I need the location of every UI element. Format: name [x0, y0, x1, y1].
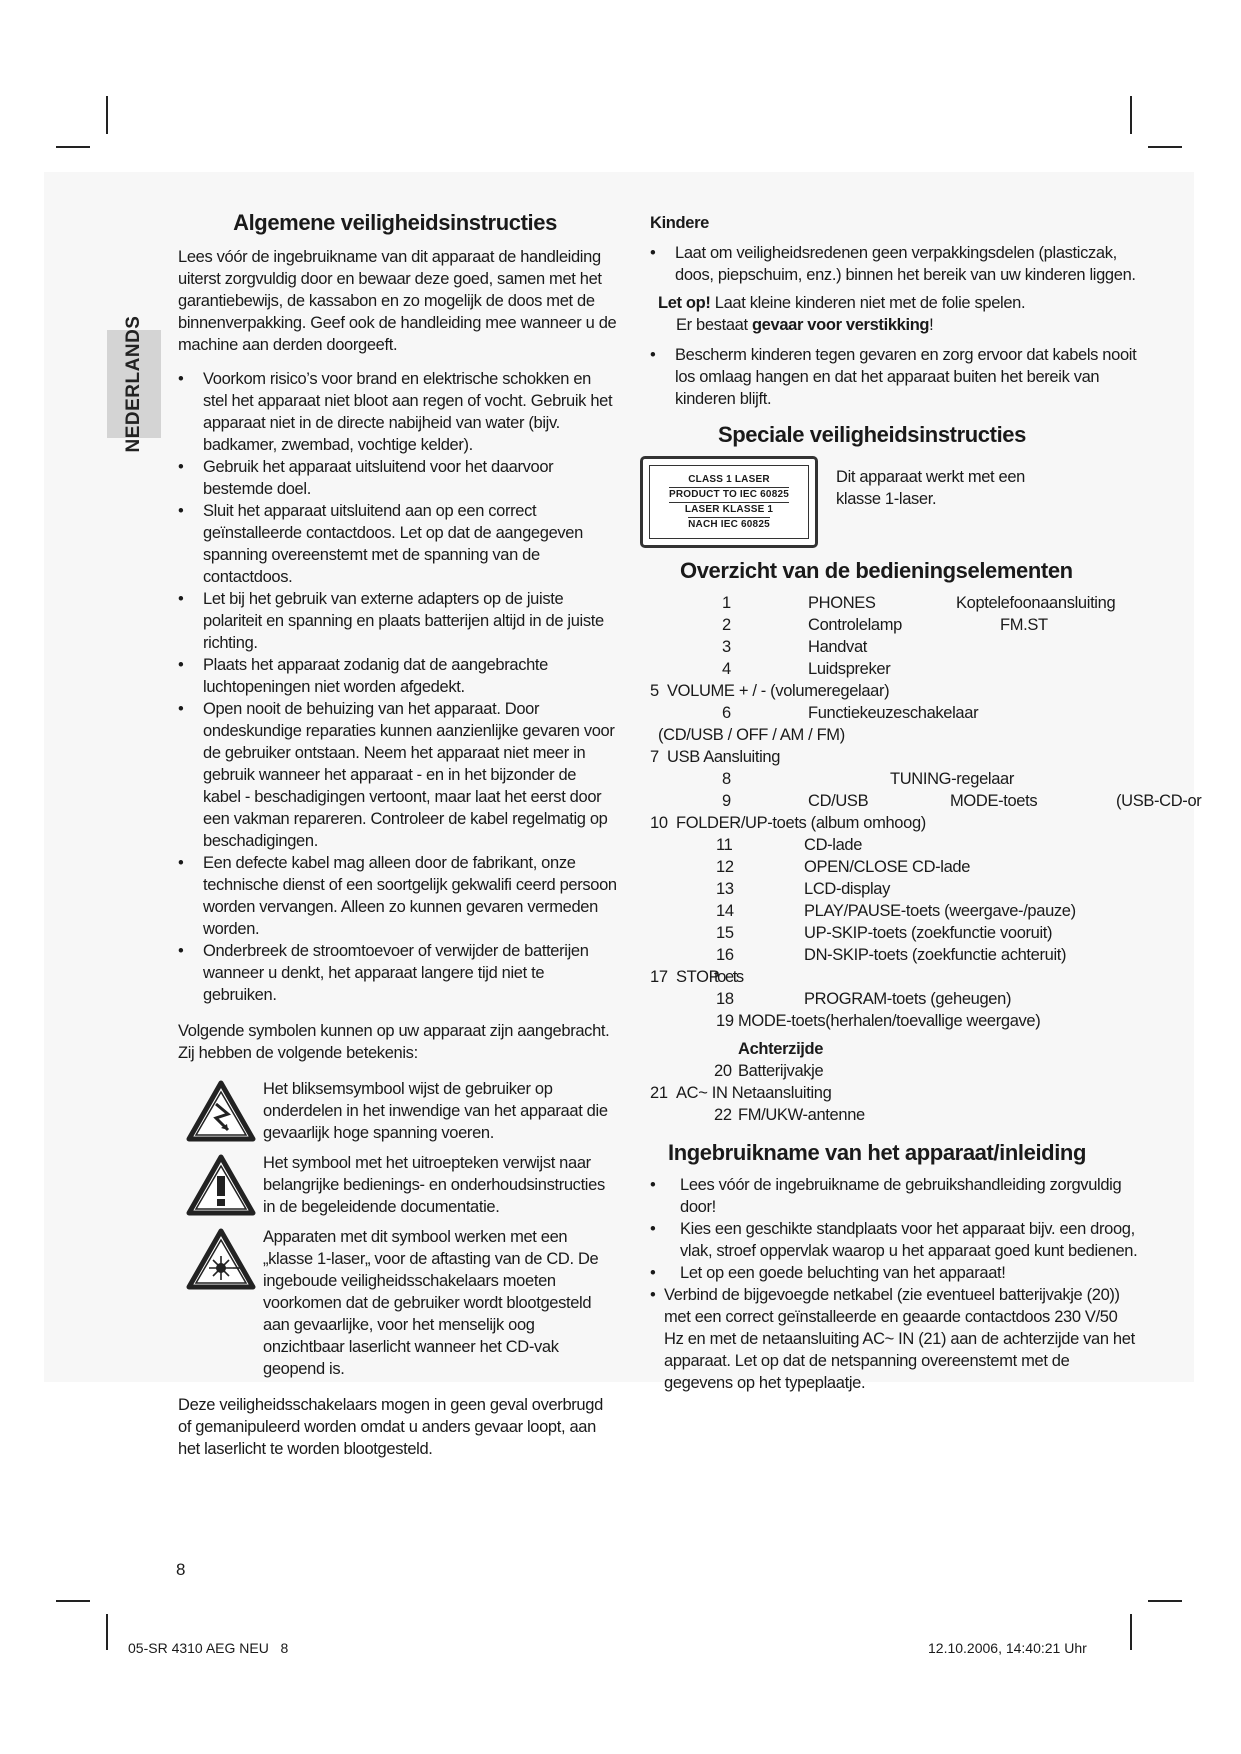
overview-row — [650, 966, 1140, 988]
overview-label: Controlelamp — [808, 616, 902, 634]
overview-list — [650, 592, 1202, 1126]
crop-mark — [106, 1614, 108, 1650]
overview-row — [650, 790, 1202, 812]
overview-desc: (USB-CD-or — [1116, 792, 1202, 810]
overview-num: 17 — [650, 968, 668, 986]
startup-item: • Let op een goede beluchting van het apparaat! — [650, 1262, 1140, 1284]
overview-row — [650, 746, 1140, 768]
overview-label: CD-lade — [804, 836, 863, 854]
overview-num: 9 — [722, 792, 731, 810]
page-number: 8 — [176, 1560, 186, 1579]
overview-num: 15 — [716, 924, 734, 942]
crop-mark — [1130, 96, 1132, 134]
safety-list — [178, 368, 618, 1006]
safety-item: • Gebruik het apparaat uitsluitend voor het daarvoor bestemde doel. — [178, 456, 618, 500]
children-item: • Laat om veiligheidsredenen geen verpakkingsdelen (plasticzak, doos, piepschuim, enz.) binnen het bereik van uw kinderen liggen. — [650, 242, 1140, 286]
safety-closing: Deze veiligheidsschakelaars mogen in geen geval overbrugd of gemanipuleerd worden omdat u anders gevaar loopt, aan het laserlicht te worden blootgesteld. — [178, 1396, 603, 1458]
overview-row — [650, 658, 1140, 680]
overview-label: MODE-toets — [950, 792, 1038, 810]
overview-row — [650, 636, 1140, 658]
crop-mark — [1148, 146, 1182, 148]
overview-row — [650, 812, 1140, 834]
overview-label: CD/USB — [808, 792, 869, 810]
safety-item: • Let bij het gebruik van externe adapters op de juiste polariteit en spanning en plaats batterijen altijd in de juiste richting. — [178, 588, 618, 654]
overview-num: 14 — [716, 902, 734, 920]
overview-label: VOLUME + / - (volumeregelaar) — [667, 682, 890, 700]
overview-row — [650, 724, 1140, 746]
overview-row — [650, 988, 1140, 1010]
symbol-exclamation-block — [178, 1152, 618, 1218]
caution-line2: Er bestaat — [676, 316, 748, 334]
overview-row — [650, 1104, 1140, 1126]
overview-label: PROGRAM-toets (geheugen) — [804, 990, 1012, 1008]
overview-label: UP-SKIP-toets (zoekfunctie vooruit) — [804, 924, 1053, 942]
overview-row — [650, 834, 1140, 856]
language-tab — [107, 315, 161, 453]
laser-class-label — [640, 456, 818, 548]
overview-label: (CD/USB / OFF / AM / FM) — [658, 726, 845, 744]
overview-title: Overzicht van de bedieningselementen — [680, 558, 1073, 583]
startup-title: Ingebruikname van het apparaat/inleiding — [668, 1140, 1086, 1165]
crop-mark — [1148, 1600, 1182, 1602]
symbol-laser-block — [178, 1226, 618, 1380]
laser-label-line: CLASS 1 LASER — [688, 473, 770, 485]
left-column — [178, 212, 618, 1460]
language-tab-label: NEDERLANDS — [123, 315, 144, 453]
overview-label: PHONES — [808, 594, 876, 612]
lightning-warning-icon — [178, 1078, 263, 1144]
overview-label: toets — [714, 968, 743, 986]
crop-mark — [1130, 1614, 1132, 1650]
children-list — [650, 242, 1140, 286]
overview-row — [650, 922, 1140, 944]
overview-num: 12 — [716, 858, 734, 876]
laser-label-line: LASER KLASSE 1 — [684, 503, 774, 515]
overview-row — [650, 944, 1140, 966]
overview-num: 21 — [650, 1084, 668, 1102]
overview-num: 1 — [722, 594, 731, 612]
overview-num: 5 — [650, 682, 659, 700]
overview-num: 8 — [722, 770, 731, 788]
safety-item: • Sluit het apparaat uitsluitend aan op een correct geïnstalleerde contactdoos. Let op dat de aangegeven spanning overeenstemt met de spanning van de contactdoos. — [178, 500, 618, 588]
safety-item: • Onderbreek de stroomtoevoer of verwijder de batterijen wanneer u denkt, het apparaat langere tijd niet te gebruiken. — [178, 940, 618, 1006]
overview-num: 16 — [716, 946, 734, 964]
overview-row — [650, 1010, 1140, 1032]
laser-warning-icon — [178, 1226, 263, 1380]
overview-label: Luidspreker — [808, 660, 891, 678]
symbol-exclamation-text: Het symbool met het uitroepteken verwijst naar belangrijke bedienings- en onderhoudsinstructies in de begeleidende documentatie. — [263, 1154, 605, 1216]
caution-label: Let op! — [658, 294, 711, 312]
special-title: Speciale veiligheidsinstructies — [718, 422, 1026, 447]
overview-label: PLAY/PAUSE-toets (weergave-/pauze) — [804, 902, 1076, 920]
overview-row — [650, 1060, 1140, 1082]
overview-label: MODE-toets(herhalen/toevallige weergave) — [738, 1012, 1041, 1030]
safety-item: • Plaats het apparaat zodanig dat de aangebrachte luchtopeningen niet worden afgedekt. — [178, 654, 618, 698]
overview-row — [650, 680, 1140, 702]
overview-row — [650, 768, 1140, 790]
laser-label-line: NACH IEC 60825 — [688, 518, 770, 530]
children-list-2 — [650, 344, 1140, 410]
startup-list — [650, 1174, 1140, 1394]
overview-num: 18 — [716, 990, 734, 1008]
overview-num: 3 — [722, 638, 731, 656]
overview-row — [650, 878, 1140, 900]
crop-mark — [106, 96, 108, 134]
overview-num: 11 — [716, 836, 733, 854]
symbols-intro: Volgende symbolen kunnen op uw apparaat zijn aangebracht. Zij hebben de volgende betekenis: — [178, 1022, 610, 1062]
startup-item: • Verbind de bijgevoegde netkabel (zie eventueel batterijvakje (20)) met een correct geïnstalleerde en geaarde contactdoos 230 V/50 Hz en met de netaansluiting AC~ IN (21) aan de achterzijde van het apparaat. Let op dat de netspanning overeenstemt met de gegevens op het typeplaatje. — [650, 1284, 1140, 1394]
overview-num: 10 — [650, 814, 668, 832]
overview-row — [650, 592, 1140, 614]
crop-mark — [56, 1600, 90, 1602]
overview-num: 7 — [650, 748, 659, 766]
overview-label: TUNING-regelaar — [890, 770, 1015, 788]
caution-suffix: ! — [929, 316, 934, 334]
safety-intro: Lees vóór de ingebruikname van dit apparaat de handleiding uiterst zorgvuldig door en bewaar deze goed, samen met het garantiebewijs, de kassabon en zo mogelijk de doos met de binnenverpakking. Geef ook de handleiding mee wanneer u de machine aan derden doorgeeft. — [178, 248, 617, 354]
overview-label: Handvat — [808, 638, 868, 656]
right-column — [650, 212, 1202, 1394]
overview-num: 19 — [716, 1012, 734, 1030]
overview-label: AC~ IN Netaansluiting — [676, 1084, 832, 1102]
caution-block — [650, 292, 1140, 336]
overview-label: FOLDER/UP-toets (album omhoog) — [676, 814, 926, 832]
overview-num: 20 — [714, 1062, 732, 1080]
children-item: • Bescherm kinderen tegen gevaren en zorg ervoor dat kabels nooit los omlaag hangen en dat het apparaat buiten het bereik van kinderen blijft. — [650, 344, 1140, 410]
overview-label: OPEN/CLOSE CD-lade — [804, 858, 971, 876]
startup-item: • Lees vóór de ingebruikname de gebruikshandleiding zorgvuldig door! — [650, 1174, 1140, 1218]
overview-subheading — [650, 1038, 1140, 1060]
overview-row — [650, 856, 1140, 878]
crop-mark — [56, 146, 90, 148]
symbol-laser-text: Apparaten met dit symbool werken met een „klasse 1-laser„ voor de aftasting van de CD. De ingeboude veiligheidsschakelaars moeten voorkomen dat de gebruiker wordt blootgesteld aan gevaarlijke, voor het menselijk oog onzichtbaar laserlicht wanneer het CD-vak geopend is. — [263, 1228, 599, 1378]
overview-num: 4 — [722, 660, 731, 678]
overview-num: 2 — [722, 616, 731, 634]
overview-label: Functiekeuzeschakelaar — [808, 704, 979, 722]
overview-row — [650, 614, 1140, 636]
children-heading: Kindere — [650, 214, 709, 232]
safety-title: Algemene veiligheidsinstructies — [233, 210, 557, 235]
overview-label: FM/UKW-antenne — [738, 1106, 865, 1124]
laser-label-line: PRODUCT TO IEC 60825 — [669, 487, 789, 503]
caution-bold: gevaar voor verstikking — [751, 316, 930, 334]
safety-item: • Voorkom risico’s voor brand en elektrische schokken en stel het apparaat niet bloot aan regen of vocht. Gebruik het apparaat niet in de directe nabijheid van water (bijv. badkamer, zwembad, vochtige kelder). — [178, 368, 618, 456]
overview-num: 22 — [714, 1106, 732, 1124]
overview-label: DN-SKIP-toets (zoekfunctie achteruit) — [804, 946, 1067, 964]
overview-num: 6 — [722, 704, 731, 722]
overview-desc: FM.ST — [1000, 616, 1048, 634]
symbol-lightning-block — [178, 1078, 618, 1144]
overview-row — [650, 1082, 1140, 1104]
overview-label: Batterijvakje — [738, 1062, 824, 1080]
footer-right: 12.10.2006, 14:40:21 Uhr — [928, 1640, 1087, 1656]
overview-row — [650, 702, 1140, 724]
safety-item: • Een defecte kabel mag alleen door de fabrikant, onze technische dienst of een soortgelijk gekwalifi ceerd persoon worden vervangen. Alleen zo kunnen gevaren vermeden worden. — [178, 852, 618, 940]
overview-label: LCD-display — [804, 880, 891, 898]
rear-heading: Achterzijde — [738, 1040, 824, 1058]
footer-left: 05-SR 4310 AEG NEU 8 — [128, 1640, 289, 1656]
caution-text: Laat kleine kinderen niet met de folie spelen. — [714, 294, 1026, 312]
laser-block — [650, 456, 1140, 550]
overview-label: USB Aansluiting — [667, 748, 781, 766]
laser-text: Dit apparaat werkt met een klasse 1-laser. — [836, 468, 1025, 508]
symbol-lightning-text: Het bliksemsymbool wijst de gebruiker op onderdelen in het inwendige van het apparaat die gevaarlijk hoge spanning voeren. — [263, 1080, 608, 1142]
overview-label: STOP — [676, 968, 720, 986]
startup-item: • Kies een geschikte standplaats voor het apparaat bijv. een droog, vlak, stroef oppervlak waarop u het apparaat goed kunt bedienen. — [650, 1218, 1140, 1262]
exclamation-warning-icon — [178, 1152, 263, 1218]
overview-num: 13 — [716, 880, 734, 898]
safety-item: • Open nooit de behuizing van het apparaat. Door ondeskundige reparaties kunnen aanzienlijke gevaren voor de gebruiker ontstaan. Neem het apparaat niet meer in gebruik wanneer het apparaat - en in het bijzonder de kabel - beschadigingen vertoont, maar laat het eerst door een vakman repareren. Controleer de kabel regelmatig op beschadigingen. — [178, 698, 618, 852]
overview-desc: Koptelefoonaansluiting — [956, 594, 1116, 612]
overview-row — [650, 900, 1140, 922]
